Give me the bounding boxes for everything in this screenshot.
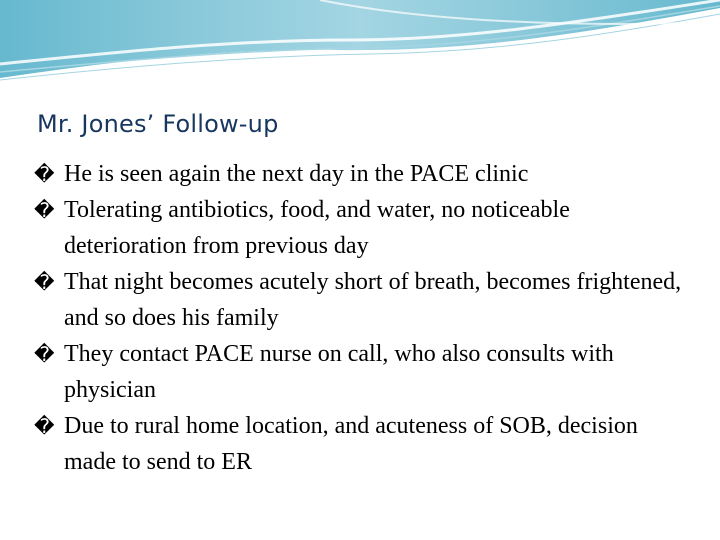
bullet-text: They contact PACE nurse on call, who also consults with physician [64, 341, 614, 403]
header-wave-decoration [0, 0, 720, 90]
list-item [34, 156, 694, 192]
bullet-text: That night becomes acutely short of breath, becomes frightened, and so does his family [64, 269, 682, 331]
bullet-text: Due to rural home location, and acuteness of SOB, decision made to send to ER [64, 413, 638, 475]
bullet-icon: � [34, 162, 55, 186]
list-item [34, 336, 694, 408]
bullet-icon: � [34, 342, 55, 366]
bullet-text: Tolerating antibiotics, food, and water, no noticeable deterioration from previous day [64, 197, 570, 259]
bullet-text: He is seen again the next day in the PACE clinic [64, 161, 529, 187]
slide-title: Mr. Jones’ Follow-up [37, 110, 279, 138]
list-item [34, 192, 694, 264]
bullet-icon: � [34, 270, 55, 294]
list-item [34, 408, 694, 480]
list-item [34, 264, 694, 336]
bullet-list [34, 156, 694, 480]
bullet-icon: � [34, 198, 55, 222]
bullet-icon: � [34, 414, 55, 438]
